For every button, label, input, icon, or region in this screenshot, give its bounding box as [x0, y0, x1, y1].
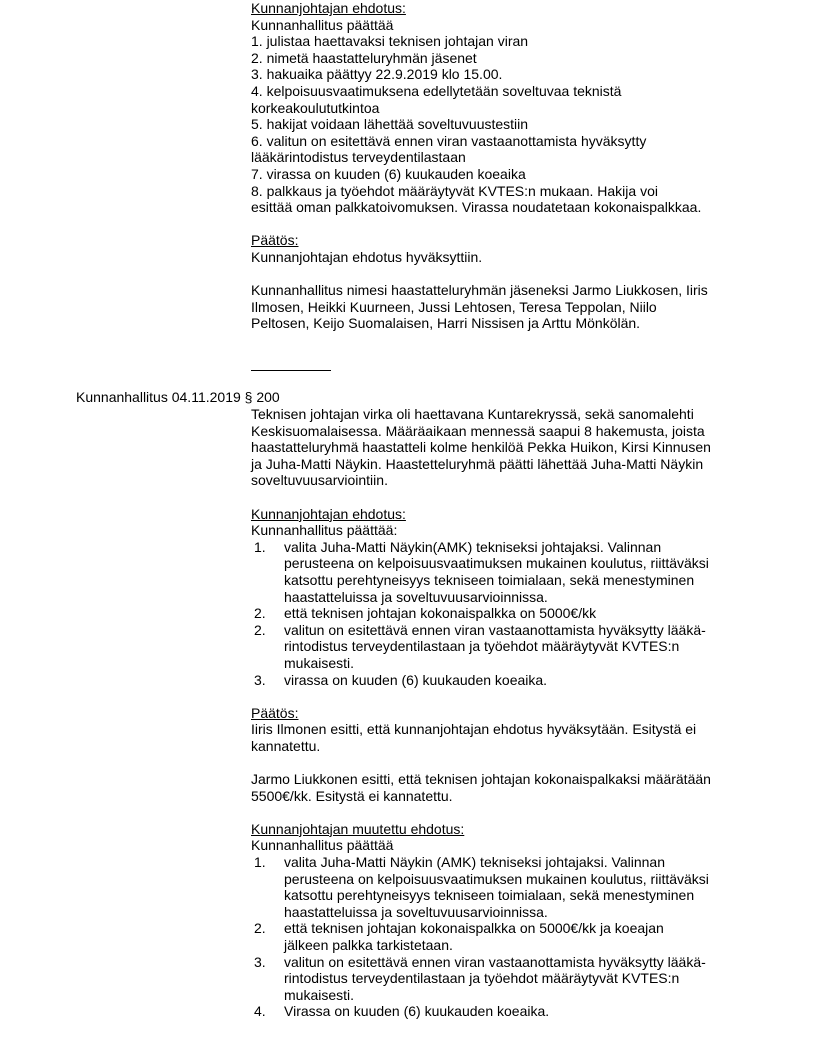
list-item: 6. valitun on esitettävä ennen viran vastaanottamista hyväksytty [251, 132, 647, 149]
list-item: 1. valita Juha-Matti Näykin (AMK) tekniseksi johtajaksi. Valinnan perusteena on kelpoisuusvaatimuksen mukainen koulutus, riittäväksi katsottu perehtyneisyys tekniseen toimialaan, sekä menestyminen haastatteluissa ja soveltuvuusarvioinnissa. [254, 854, 709, 920]
list-item: 8. palkkaus ja työehdot määräytyvät KVTES:n mukaan. Hakija voi [251, 182, 658, 199]
modified-proposal-list [251, 854, 781, 1020]
list-item: lääkärintodistus terveydentilastaan [251, 149, 466, 166]
decision-paragraph-1: Iiris Ilmonen esitti, että kunnanjohtajan ehdotus hyväksytään. Esitystä ei kannatettu. [251, 721, 697, 754]
separator-line [251, 370, 331, 371]
list-item: 3. valitun on esitettävä ennen viran vastaanottamista hyväksytty lääkä- rintodistus terveydentilastaan ja työehdot määräytyvät KVTES:n mukaisesti. [254, 953, 706, 1003]
proposal-heading: Kunnanjohtajan ehdotus: [251, 0, 406, 16]
decision-paragraph-2: Jarmo Liukkonen esitti, että teknisen johtajan kokonaispalkaksi määrätään 5500€/kk. Esitystä ei kannatettu. [251, 771, 711, 804]
list-item: esittää oman palkkatoivomuksen. Virassa noudatetaan kokonaispalkkaa. [251, 199, 702, 216]
intro-paragraph: Teknisen johtajan virka oli haettavana Kuntarekryssä, sekä sanomalehti Keskisuomalaisessa. Määräaikaan mennessä saapui 8 hakemusta, joista haastatteluryhmä haastatteli kolme henkilöä Pekka Huikon, Kirsi Kinnusen ja Juha-Matti Näykin. Haastetteluryhmä päätti lähettää Juha-Matti Näykin soveltuvuusarviointiin. [251, 406, 711, 489]
proposal-list [251, 539, 781, 688]
proposal-intro: Kunnanhallitus päättää [251, 16, 394, 33]
list-item: 3. virassa on kuuden (6) kuukauden koeaika. [254, 671, 548, 688]
list-number: 2. [254, 920, 266, 937]
proposal-intro: Kunnanhallitus päättää: [251, 522, 398, 539]
proposal-heading: Kunnanjohtajan ehdotus: [251, 505, 406, 522]
list-number: 2. [254, 621, 266, 638]
section-header: Kunnanhallitus 04.11.2019 § 200 [76, 389, 280, 405]
list-item: 4. Virassa on kuuden (6) kuukauden koeaika. [254, 1003, 550, 1020]
list-number: 4. [254, 1003, 266, 1020]
decision-text: Kunnanjohtajan ehdotus hyväksyttiin. [251, 248, 483, 265]
members-paragraph: Kunnanhallitus nimesi haastatteluryhmän jäseneksi Jarmo Liukkosen, Iiris Ilmosen, Heikki Kuurneen, Jussi Lehtosen, Teresa Teppolan, Niilo Peltosen, Keijo Suomalaisen, Harri Nissisen ja Arttu Mönkölän. [251, 282, 708, 332]
list-number: 3. [254, 671, 266, 688]
list-item: 7. virassa on kuuden (6) kuukauden koeaika [251, 165, 526, 182]
modified-proposal-intro: Kunnanhallitus päättää [251, 837, 394, 854]
list-item: 4. kelpoisuusvaatimuksena edellytetään soveltuvaa teknistä [251, 82, 622, 99]
section-2 [251, 406, 781, 1020]
list-item: 2. että teknisen johtajan kokonaispalkka on 5000€/kk ja koeajan jälkeen palkka tarkistetaan. [254, 920, 664, 953]
list-number: 2. [254, 605, 266, 622]
list-item: 2. että teknisen johtajan kokonaispalkka on 5000€/kk [254, 605, 597, 622]
list-number: 1. [254, 538, 266, 555]
list-number: 1. [254, 854, 266, 871]
list-item: 5. hakijat voidaan lähettää soveltuvuustestiin [251, 116, 529, 133]
modified-proposal-heading: Kunnanjohtajan muutettu ehdotus: [251, 820, 465, 837]
list-number: 3. [254, 953, 266, 970]
list-item: 3. hakuaika päättyy 22.9.2019 klo 15.00. [251, 66, 503, 83]
list-item: 1. valita Juha-Matti Näykin(AMK) tekniseksi johtajaksi. Valinnan perusteena on kelpoisuusvaatimuksen mukainen koulutus, riittäväksi katsottu perehtyneisyys tekniseen toimialaan, sekä menestyminen haastatteluissa ja soveltuvuusarvioinnissa. [254, 538, 709, 605]
decision-heading: Päätös: [251, 232, 299, 249]
list-item: 2. valitun on esitettävä ennen viran vastaanottamista hyväksytty lääkä- rintodistus terveydentilastaan ja työehdot määräytyvät KVTES:n mukaisesti. [254, 621, 706, 671]
list-item: 1. julistaa haettavaksi teknisen johtajan viran [251, 33, 529, 50]
list-item: 2. nimetä haastatteluryhmän jäsenet [251, 49, 477, 66]
decision-heading: Päätös: [251, 704, 299, 721]
section-1 [251, 0, 781, 332]
list-item: korkeakoulututkintoa [251, 99, 380, 116]
proposal-list [251, 33, 781, 216]
